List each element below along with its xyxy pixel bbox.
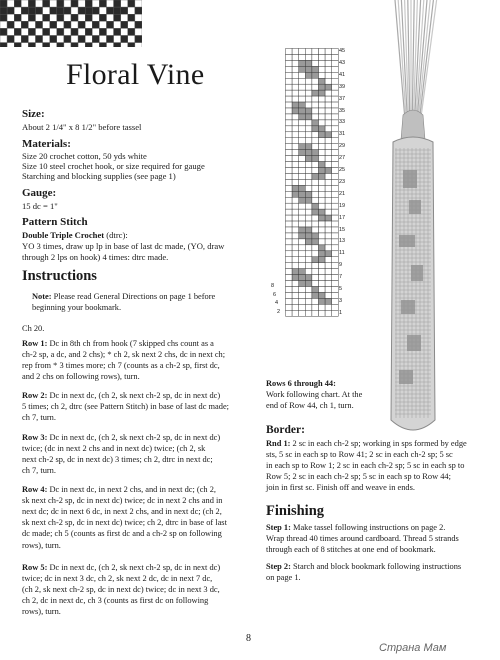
row-2-text: Dc in next dc, (ch 2, sk next ch-2 sp, dc in next dc) — [47, 391, 221, 400]
pattern-stitch-name: Double Triple Crochet — [22, 230, 105, 240]
border-rnd-1-text: 2 sc in each ch-2 sp; working in sps formed by edge — [290, 439, 467, 448]
materials-heading: Materials: — [22, 138, 71, 150]
instructions-heading: Instructions — [22, 268, 97, 284]
chart-row-number: 43 — [339, 59, 346, 66]
row-2-line-3: ch 7, turn. — [22, 413, 56, 423]
border-rnd-1-label: Rnd 1: — [266, 439, 291, 448]
note-text-1: Please read General Directions on page 1 before — [51, 292, 216, 301]
chart-row-number: 3 — [339, 297, 343, 304]
chart-row-number: 25 — [339, 167, 346, 173]
chart-row-number: 37 — [339, 95, 346, 102]
row-1-line-2: ch-2 sp, a dc, and 2 chs); * ch 2, sk next 2 chs, dc in next ch; — [22, 350, 226, 360]
border-rnd-1-line-4: Row 5; 2 sc in each ch-2 sp; 5 sc in each sp to Row 44; — [266, 472, 451, 482]
chart-row-number: 15 — [339, 226, 346, 233]
chart-row-number: 11 — [339, 250, 345, 257]
size-heading: Size: — [22, 108, 45, 120]
row-1-line-4: and 2 chs on following rows), turn. — [22, 372, 140, 382]
row-5-line-1 — [22, 562, 244, 573]
chart-row-number: 21 — [339, 190, 346, 197]
border-rnd-1-line-5: join in first sc. Finish off and weave in ends. — [266, 483, 415, 493]
pattern-stitch-line-1: YO 3 times, draw up lp in base of last dc made, (YO, draw — [22, 241, 225, 251]
row-1-line-1 — [22, 338, 244, 349]
note-line-2: beginning your bookmark. — [32, 303, 122, 312]
finishing-step-1-label: Step 1: — [266, 523, 291, 532]
row-4-line-5: dc made; ch 5 (counts as first dc and a ch-2 sp on following — [22, 529, 222, 539]
border-heading: Border: — [266, 424, 305, 436]
page-number: 8 — [246, 633, 251, 644]
row-5-line-2: twice; dc in next 3 dc, ch 2, sk next 2 dc, dc in next 7 dc, — [22, 574, 213, 584]
row-3-label: Row 3: — [22, 433, 48, 442]
chart-row-number: 39 — [339, 83, 346, 90]
header-checker-pattern — [0, 0, 142, 47]
row-4-label: Row 4: — [22, 485, 48, 494]
watermark: Страна Мам — [379, 642, 447, 654]
rows-6-44-label: Rows 6 through 44: — [266, 379, 336, 388]
row-3-line-1 — [22, 432, 244, 443]
note-label: Note: — [32, 292, 52, 301]
size-text: About 2 1/4" x 8 1/2" before tassel — [22, 122, 142, 132]
rows-6-44-line-2: Work following chart. At the — [266, 390, 363, 399]
materials-line-2: Size 10 steel crochet hook, or size required for gauge — [22, 161, 205, 171]
row-3-text: Dc in next dc, (ch 2, sk next ch-2 sp, dc in next dc) — [47, 433, 221, 442]
border-rnd-1-line-2: sts, 5 sc in each sp to Row 41; 2 sc in each ch-2 sp; 5 sc — [266, 450, 453, 460]
page-title: Floral Vine — [66, 58, 205, 91]
finishing-step-2-line-2: on page 1. — [266, 573, 301, 583]
note-line-1 — [32, 291, 247, 302]
finishing-step-2-text: Starch and block bookmark following instructions — [290, 562, 462, 571]
gauge-heading: Gauge: — [22, 187, 57, 199]
chain-start: Ch 20. — [22, 324, 45, 333]
pattern-stitch-line-2: through 2 lps on hook) 4 times: dtrc made. — [22, 252, 169, 262]
row-4-line-1 — [22, 484, 244, 495]
chart-row-number: 1 — [339, 309, 343, 316]
row-5-text: Dc in next dc, (ch 2, sk next ch-2 sp, dc in next dc) — [47, 563, 221, 572]
materials-line-3: Starching and blocking supplies (see page 1) — [22, 171, 176, 181]
row-4-line-6: rows), turn. — [22, 540, 61, 550]
row-4-text: Dc in next dc, in next 2 chs, and in next dc; (ch 2, — [47, 485, 216, 494]
chart-row-number: 31 — [339, 131, 346, 138]
materials-line-1: Size 20 crochet cotton, 50 yds white — [22, 151, 147, 161]
bookmark-photo — [365, 0, 485, 445]
pattern-stitch-name-line — [22, 230, 128, 240]
chart-left-number: 6 — [273, 291, 277, 298]
finishing-step-1-line-1 — [266, 522, 478, 533]
row-2-line-1 — [22, 390, 244, 401]
chart-row-number: 17 — [339, 214, 346, 221]
row-3-line-2: twice; (dc in next 2 chs and in next dc) twice; (ch 2, sk — [22, 444, 206, 454]
rows-6-44-line-3: end of Row 44, ch 1, turn. — [266, 401, 354, 410]
pattern-stitch-heading: Pattern Stitch — [22, 216, 88, 228]
chart-row-number: 33 — [339, 119, 346, 126]
finishing-step-1-line-3: through each of 8 stitches at one end of bookmark. — [266, 545, 436, 555]
pattern-stitch-abbr: (dtrc): — [104, 230, 128, 240]
row-1-text: Dc in 8th ch from hook (7 skipped chs count as a — [47, 339, 214, 348]
row-5-line-3: (ch 2, sk next ch-2 sp, dc in next dc) twice; dc in next 3 dc, — [22, 585, 220, 595]
chart-row-number: 5 — [339, 286, 343, 292]
row-4-line-3: next dc; dc in next 6 dc, in next 2 chs, and in next dc; (ch 2, — [22, 507, 222, 517]
chart-row-number: 13 — [339, 238, 346, 245]
row-3-line-3: next ch-2 sp, dc in next dc) 3 times; ch 2, dtrc in next dc; — [22, 455, 213, 465]
border-rnd-1-line-3: in each sp to Row 1; 2 sc in each ch-2 sp; 5 sc in each sp to — [266, 461, 465, 471]
chart-row-number: 19 — [339, 202, 346, 209]
row-5-line-5: rows), turn. — [22, 607, 61, 617]
chart-row-number: 29 — [339, 143, 346, 150]
chart-left-number: 8 — [271, 283, 275, 289]
row-1-label: Row 1: — [22, 339, 48, 348]
chart-row-number: 23 — [339, 178, 346, 185]
row-2-line-2: 5 times; ch 2, dtrc (see Pattern Stitch) in base of last dc made; — [22, 402, 229, 412]
gauge-text: 15 dc = 1" — [22, 201, 58, 211]
row-5-label: Row 5: — [22, 563, 48, 572]
chart-row-number: 9 — [339, 262, 343, 269]
row-5-line-4: ch 2, dc in next dc, ch 3 (counts as first dc on following — [22, 596, 209, 606]
row-3-line-4: ch 7, turn. — [22, 466, 56, 476]
finishing-heading: Finishing — [266, 503, 325, 519]
row-1-line-3: rep from * 3 times more; ch 7 (counts as a ch-2 sp, first dc, — [22, 361, 220, 371]
chart-row-number: 41 — [339, 71, 346, 78]
finishing-step-2-label: Step 2: — [266, 562, 291, 571]
border-rnd-1-line-1 — [266, 438, 478, 449]
finishing-step-1-text: Make tassel following instructions on page 2. — [290, 523, 446, 532]
chart-row-number: 27 — [339, 155, 346, 162]
chart-row-number: 45 — [339, 48, 346, 54]
chart-left-number: 4 — [275, 300, 279, 306]
rows-6-44-line-1 — [266, 378, 336, 389]
row-4-line-2: sk next ch-2 sp, dc in next dc) twice; dc in next 2 chs and in — [22, 496, 223, 506]
row-2-label: Row 2: — [22, 391, 48, 400]
row-4-line-4: sk next ch-2 sp, dc in next dc) twice; ch 2, dtrc in base of last — [22, 518, 227, 528]
chart-row-number: 35 — [339, 107, 346, 114]
finishing-step-2-line-1 — [266, 561, 478, 572]
chart-row-number: 7 — [339, 274, 343, 281]
finishing-step-1-line-2: Wrap thread 40 times around cardboard. Thread 5 strands — [266, 534, 459, 544]
filet-chart — [285, 48, 339, 320]
chart-left-number: 2 — [277, 308, 281, 315]
